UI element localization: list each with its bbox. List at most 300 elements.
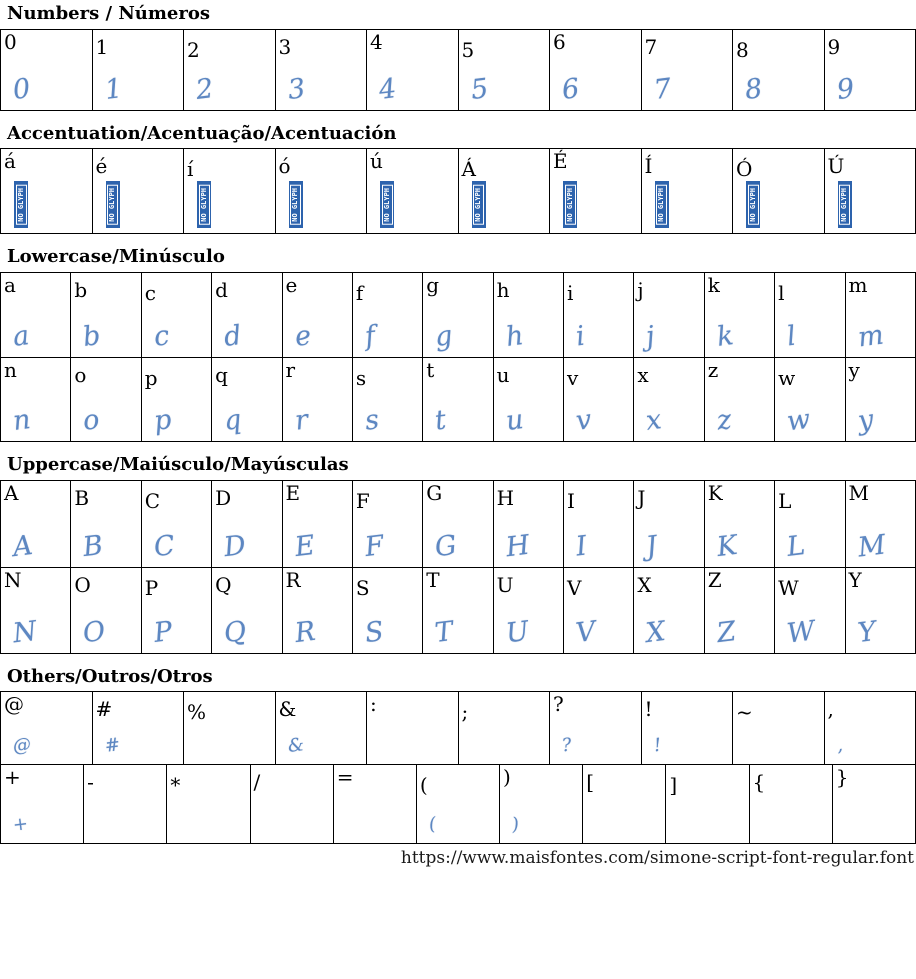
printed-char: L — [778, 488, 792, 513]
handwritten-glyph: E — [292, 529, 317, 563]
handwritten-glyph: , — [835, 735, 844, 757]
handwritten-glyph: F — [363, 529, 386, 563]
printed-char: A — [4, 480, 19, 505]
handwritten-glyph: 0 — [11, 72, 33, 106]
section-lowercase — [0, 247, 916, 442]
glyph-cell — [92, 692, 184, 765]
glyph-grid-others — [0, 691, 916, 844]
section-title-accentuation: Accentuation/Acentuação/Acentuación — [7, 122, 397, 144]
glyph-cell — [550, 29, 642, 110]
handwritten-glyph: o — [81, 404, 102, 437]
printed-char: J — [637, 485, 646, 510]
glyph-cell — [824, 149, 916, 234]
printed-char: Í — [644, 154, 653, 179]
no-glyph-placeholder — [746, 181, 760, 228]
handwritten-glyph: R — [292, 615, 317, 649]
printed-char: V — [567, 575, 582, 600]
printed-char: í — [187, 157, 194, 182]
handwritten-glyph: L — [785, 529, 807, 563]
glyph-cell — [733, 29, 825, 110]
printed-char: ] — [669, 773, 678, 798]
no-glyph-placeholder — [106, 181, 120, 228]
no-glyph-label: NO GLYPH — [199, 185, 210, 225]
glyph-cell — [1, 692, 93, 765]
no-glyph-label: NO GLYPH — [290, 185, 301, 225]
glyph-cell — [212, 273, 282, 358]
glyph-table — [0, 480, 916, 568]
printed-char: W — [778, 575, 799, 600]
glyph-cell — [845, 358, 916, 442]
glyph-cell — [282, 567, 352, 653]
printed-char: y — [848, 358, 860, 383]
glyph-table — [0, 567, 916, 654]
printed-char: ! — [644, 697, 653, 722]
handwritten-glyph: p — [151, 404, 173, 438]
printed-char: m — [848, 273, 868, 298]
printed-char: F — [355, 488, 370, 513]
no-glyph-label: NO GLYPH — [565, 185, 576, 225]
glyph-cell — [583, 765, 666, 844]
handwritten-glyph: # — [103, 734, 121, 758]
glyph-table — [0, 357, 916, 442]
glyph-cell — [458, 29, 550, 110]
printed-char: g — [426, 273, 440, 298]
no-glyph-label: NO GLYPH — [473, 185, 484, 225]
glyph-cell — [1, 29, 93, 110]
printed-char: t — [426, 358, 435, 383]
handwritten-glyph: z — [714, 404, 733, 437]
handwritten-glyph: b — [81, 320, 103, 354]
printed-char: q — [215, 363, 228, 388]
handwritten-glyph: a — [11, 320, 31, 353]
handwritten-glyph: Z — [714, 615, 738, 649]
no-glyph-placeholder — [197, 181, 211, 228]
glyph-cell — [634, 358, 704, 442]
printed-char: v — [567, 366, 579, 391]
glyph-cell — [824, 29, 916, 110]
glyph-grid-lowercase — [0, 272, 916, 442]
section-title-others: Others/Outros/Otros — [7, 665, 213, 687]
handwritten-glyph: w — [785, 403, 813, 438]
glyph-cell — [775, 567, 845, 653]
glyph-cell — [493, 480, 563, 567]
glyph-cell — [423, 480, 493, 567]
glyph-cell — [141, 567, 211, 653]
handwritten-glyph: + — [11, 813, 30, 837]
glyph-cell — [71, 480, 141, 567]
glyph-cell — [641, 692, 733, 765]
printed-char: 1 — [95, 34, 109, 59]
printed-char: s — [355, 366, 367, 391]
handwritten-glyph: H — [503, 529, 531, 564]
no-glyph-placeholder — [380, 181, 394, 228]
handwritten-glyph: N — [11, 615, 39, 650]
handwritten-glyph: ( — [427, 814, 438, 836]
printed-char: ) — [503, 765, 511, 790]
glyph-cell — [564, 480, 634, 567]
no-glyph-placeholder — [289, 181, 303, 228]
glyph-cell — [275, 29, 367, 110]
glyph-cell — [1, 358, 71, 442]
handwritten-glyph: x — [644, 404, 664, 437]
glyph-cell — [367, 149, 459, 234]
printed-char: + — [4, 765, 21, 790]
glyph-cell — [704, 567, 774, 653]
printed-char: ; — [461, 700, 469, 725]
printed-char: N — [4, 567, 22, 592]
glyph-cell — [1, 567, 71, 653]
glyph-cell — [352, 273, 422, 358]
glyph-cell — [845, 567, 916, 653]
handwritten-glyph: m — [855, 319, 885, 354]
handwritten-glyph: B — [81, 529, 106, 563]
printed-char: Z — [707, 567, 722, 592]
printed-char: C — [144, 488, 161, 513]
handwritten-glyph: O — [81, 615, 108, 649]
glyph-cell — [84, 765, 167, 844]
printed-char: 9 — [827, 34, 841, 59]
glyph-cell — [1, 765, 84, 844]
printed-char: T — [426, 567, 440, 592]
glyph-cell — [282, 358, 352, 442]
printed-char: ó — [278, 154, 291, 179]
printed-char: Á — [461, 157, 476, 182]
handwritten-glyph: K — [714, 529, 739, 563]
glyph-cell — [212, 480, 282, 567]
glyph-cell — [184, 149, 276, 234]
handwritten-glyph: Y — [855, 615, 878, 649]
handwritten-glyph: U — [503, 615, 531, 650]
handwritten-glyph: 2 — [194, 72, 216, 106]
printed-char: 7 — [644, 34, 658, 59]
glyph-cell — [458, 149, 550, 234]
handwritten-glyph: y — [855, 404, 875, 437]
no-glyph-placeholder — [472, 181, 486, 228]
printed-char: B — [74, 485, 90, 510]
printed-char: e — [285, 273, 298, 298]
handwritten-glyph: I — [574, 530, 589, 563]
handwritten-glyph: 4 — [377, 72, 399, 106]
printed-char: % — [187, 700, 207, 725]
handwritten-glyph: V — [574, 615, 598, 649]
glyph-cell — [1, 480, 71, 567]
glyph-cell — [423, 567, 493, 653]
glyph-table — [0, 29, 916, 111]
handwritten-glyph: i — [574, 320, 587, 353]
glyph-cell — [167, 765, 250, 844]
printed-char: [ — [586, 770, 595, 795]
printed-char: 8 — [736, 37, 749, 62]
glyph-cell — [704, 480, 774, 567]
glyph-cell — [500, 765, 583, 844]
glyph-table — [0, 764, 916, 844]
handwritten-glyph: r — [292, 404, 310, 437]
printed-char: j — [637, 278, 644, 303]
printed-char: S — [355, 575, 370, 600]
printed-char: K — [707, 480, 723, 505]
printed-char: c — [144, 281, 156, 306]
glyph-cell — [184, 692, 276, 765]
glyph-cell — [641, 149, 733, 234]
glyph-cell — [733, 149, 825, 234]
handwritten-glyph: u — [503, 404, 525, 438]
handwritten-glyph: t — [433, 404, 448, 437]
printed-char: @ — [4, 692, 24, 717]
printed-char: Ó — [736, 157, 753, 182]
section-title-lowercase: Lowercase/Minúsculo — [7, 246, 225, 268]
printed-char: M — [848, 480, 869, 505]
handwritten-glyph: 8 — [743, 72, 765, 106]
handwritten-glyph: n — [11, 404, 33, 438]
no-glyph-label: NO GLYPH — [656, 185, 667, 225]
printed-char: I — [567, 488, 575, 513]
glyph-cell — [845, 480, 916, 567]
glyph-cell — [423, 273, 493, 358]
handwritten-glyph: G — [433, 529, 459, 563]
printed-char: * — [170, 773, 181, 798]
handwritten-glyph: A — [11, 529, 35, 563]
glyph-cell — [493, 358, 563, 442]
glyph-cell — [564, 567, 634, 653]
handwritten-glyph: Q — [222, 615, 249, 649]
no-glyph-label: NO GLYPH — [107, 185, 118, 225]
printed-char: E — [285, 480, 301, 505]
glyph-cell — [634, 273, 704, 358]
handwritten-glyph: 7 — [651, 72, 673, 106]
glyph-cell — [1, 149, 93, 234]
printed-char: Ú — [827, 154, 845, 179]
printed-char: R — [285, 567, 301, 592]
handwritten-glyph: J — [644, 530, 660, 563]
printed-char: l — [778, 281, 785, 306]
printed-char: , — [827, 697, 834, 722]
glyph-cell — [275, 149, 367, 234]
glyph-cell — [141, 358, 211, 442]
handwritten-glyph: 3 — [285, 72, 307, 106]
printed-char: 5 — [461, 37, 475, 62]
section-title-numbers: Numbers / Números — [7, 3, 211, 24]
glyph-cell — [550, 692, 642, 765]
printed-char: u — [496, 363, 510, 388]
handwritten-glyph: C — [151, 529, 177, 563]
printed-char: á — [4, 149, 16, 174]
handwritten-glyph: d — [222, 320, 244, 354]
glyph-cell — [275, 692, 367, 765]
glyph-cell — [832, 765, 915, 844]
printed-char: H — [496, 485, 515, 510]
glyph-table — [0, 272, 916, 358]
printed-char: G — [426, 480, 443, 505]
handwritten-glyph: @ — [11, 734, 33, 758]
glyph-cell — [367, 29, 459, 110]
printed-char: = — [336, 765, 354, 790]
printed-char: z — [707, 358, 719, 383]
printed-char: : — [370, 692, 377, 717]
handwritten-glyph: f — [363, 320, 377, 353]
printed-char: w — [778, 366, 796, 391]
glyph-grid-accentuation — [0, 148, 916, 234]
glyph-cell — [352, 358, 422, 442]
printed-char: 2 — [187, 37, 200, 62]
no-glyph-label: NO GLYPH — [16, 185, 27, 225]
source-url: https://www.maisfontes.com/simone-script-font-regular.font — [400, 848, 914, 869]
glyph-cell — [775, 273, 845, 358]
printed-char: k — [707, 273, 720, 298]
section-others — [0, 667, 916, 845]
handwritten-glyph: k — [714, 320, 735, 353]
printed-char: Q — [215, 572, 232, 597]
glyph-cell — [564, 358, 634, 442]
glyph-table — [0, 691, 916, 765]
no-glyph-label: NO GLYPH — [839, 185, 850, 225]
handwritten-glyph: s — [363, 404, 381, 437]
handwritten-glyph: ? — [560, 734, 573, 757]
section-uppercase — [0, 455, 916, 654]
printed-char: i — [567, 281, 574, 306]
printed-char: a — [4, 273, 16, 298]
handwritten-glyph: ! — [652, 735, 662, 757]
printed-char: p — [144, 366, 158, 391]
glyph-grid-uppercase — [0, 480, 916, 654]
printed-char: O — [74, 572, 91, 597]
glyph-cell — [250, 765, 333, 844]
handwritten-glyph: P — [151, 615, 174, 649]
no-glyph-placeholder — [655, 181, 669, 228]
glyph-cell — [212, 567, 282, 653]
glyph-cell — [704, 273, 774, 358]
printed-char: ( — [419, 773, 428, 798]
printed-char: } — [835, 765, 849, 790]
glyph-cell — [1, 273, 71, 358]
printed-char: b — [74, 278, 88, 303]
glyph-cell — [282, 273, 352, 358]
glyph-cell — [423, 358, 493, 442]
printed-char: ? — [553, 692, 564, 717]
printed-char: # — [95, 697, 113, 722]
handwritten-glyph: 6 — [560, 72, 582, 106]
printed-char: 0 — [4, 29, 17, 54]
printed-char: P — [144, 575, 159, 600]
glyph-cell — [733, 692, 825, 765]
printed-char: D — [215, 485, 232, 510]
no-glyph-label: NO GLYPH — [748, 185, 759, 225]
handwritten-glyph: 9 — [834, 72, 856, 106]
glyph-cell — [845, 273, 916, 358]
printed-char: 3 — [278, 34, 292, 59]
glyph-cell — [564, 273, 634, 358]
handwritten-glyph: W — [785, 615, 817, 650]
glyph-cell — [749, 765, 832, 844]
glyph-cell — [775, 480, 845, 567]
printed-char: É — [553, 149, 568, 174]
glyph-cell — [458, 692, 550, 765]
handwritten-glyph: 5 — [468, 72, 490, 106]
printed-char: n — [4, 358, 17, 383]
glyph-cell — [71, 358, 141, 442]
glyph-cell — [71, 567, 141, 653]
printed-char: h — [496, 278, 510, 303]
glyph-cell — [367, 692, 459, 765]
font-specimen-page — [0, 4, 916, 868]
printed-char: 6 — [553, 29, 566, 54]
handwritten-glyph: & — [286, 734, 305, 758]
printed-char: X — [637, 572, 652, 597]
glyph-cell — [282, 480, 352, 567]
no-glyph-placeholder — [563, 181, 577, 228]
glyph-cell — [634, 480, 704, 567]
printed-char: 4 — [370, 29, 383, 54]
handwritten-glyph: q — [222, 404, 244, 438]
glyph-cell — [634, 567, 704, 653]
printed-char: o — [74, 363, 87, 388]
printed-char: d — [215, 278, 228, 303]
glyph-cell — [775, 358, 845, 442]
glyph-grid-numbers — [0, 29, 916, 111]
handwritten-glyph: j — [644, 320, 657, 353]
handwritten-glyph: X — [644, 615, 668, 649]
printed-char: é — [95, 154, 108, 179]
section-accentuation — [0, 124, 916, 235]
handwritten-glyph: e — [292, 320, 313, 353]
handwritten-glyph: S — [363, 615, 386, 649]
glyph-cell — [184, 29, 276, 110]
printed-char: & — [278, 697, 297, 722]
section-title-uppercase: Uppercase/Maiúsculo/Mayúsculas — [7, 454, 349, 476]
glyph-cell — [333, 765, 416, 844]
printed-char: f — [355, 281, 364, 306]
no-glyph-placeholder — [838, 181, 852, 228]
printed-char: - — [87, 770, 94, 795]
glyph-cell — [493, 273, 563, 358]
glyph-cell — [352, 480, 422, 567]
printed-char: { — [752, 770, 766, 795]
glyph-cell — [92, 29, 184, 110]
glyph-cell — [352, 567, 422, 653]
no-glyph-label: NO GLYPH — [382, 185, 393, 225]
handwritten-glyph: T — [433, 615, 456, 649]
glyph-cell — [141, 480, 211, 567]
glyph-table — [0, 148, 916, 234]
handwritten-glyph: h — [503, 320, 525, 354]
handwritten-glyph: v — [574, 404, 594, 437]
printed-char: / — [253, 770, 261, 795]
handwritten-glyph: g — [433, 320, 455, 354]
glyph-cell — [92, 149, 184, 234]
no-glyph-placeholder — [14, 181, 28, 228]
glyph-cell — [704, 358, 774, 442]
handwritten-glyph: D — [222, 529, 248, 563]
handwritten-glyph: l — [785, 320, 798, 353]
handwritten-glyph: 1 — [102, 72, 124, 106]
glyph-cell — [641, 29, 733, 110]
handwritten-glyph: ) — [510, 814, 521, 836]
handwritten-glyph: M — [855, 529, 887, 564]
glyph-cell — [71, 273, 141, 358]
printed-char: ~ — [736, 700, 753, 725]
glyph-cell — [141, 273, 211, 358]
glyph-cell — [666, 765, 749, 844]
handwritten-glyph: c — [151, 320, 171, 353]
glyph-cell — [493, 567, 563, 653]
printed-char: Y — [848, 567, 862, 592]
printed-char: U — [496, 572, 514, 597]
printed-char: r — [285, 358, 296, 383]
printed-char: ú — [370, 149, 383, 174]
glyph-cell — [416, 765, 499, 844]
glyph-cell — [824, 692, 916, 765]
glyph-cell — [550, 149, 642, 234]
printed-char: x — [637, 363, 649, 388]
